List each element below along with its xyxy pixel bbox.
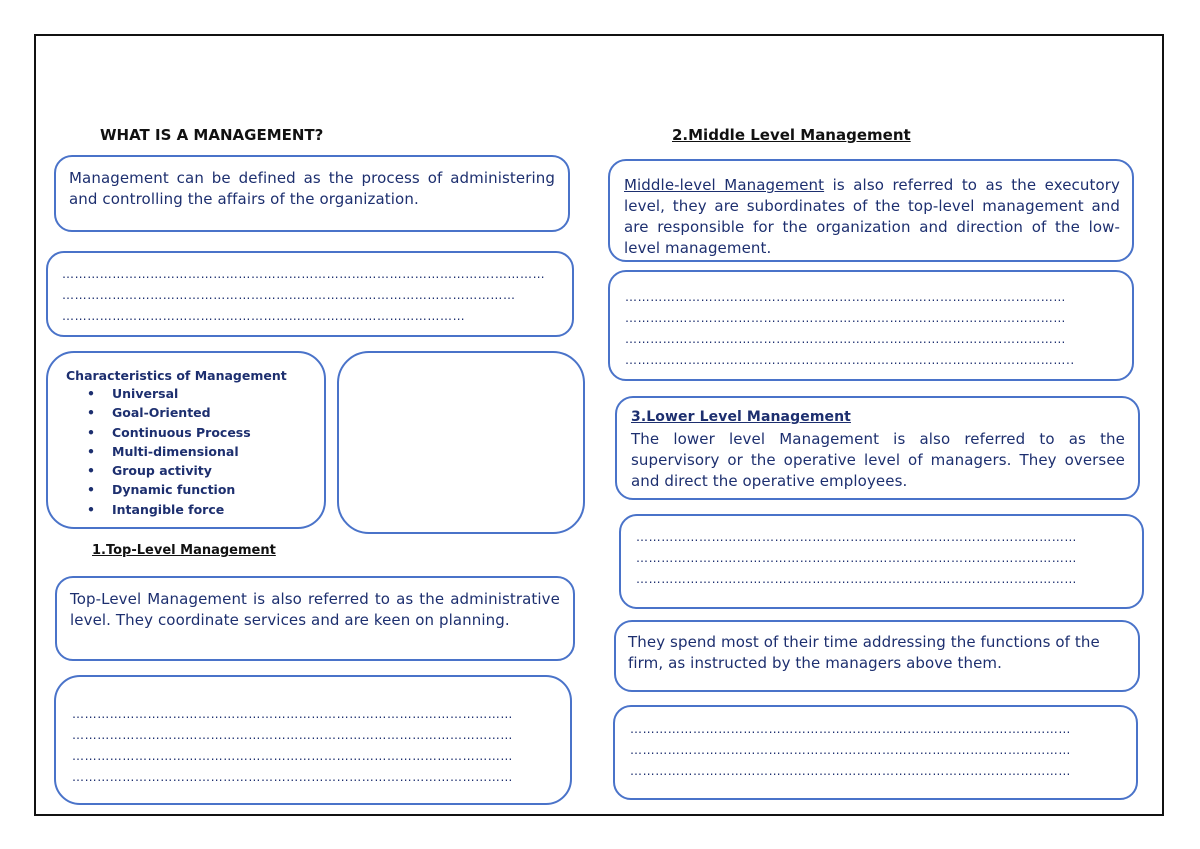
lower-level-text: The lower level Management is also referred to as the supervisory or the operative level of managers. They oversee and direct the operative employees. [631, 430, 1125, 490]
lower-level-extra-text: They spend most of their time addressing the functions of the firm, as instructed by the managers above them. [628, 633, 1100, 672]
characteristics-title: Characteristics of Management [66, 368, 287, 383]
middle-level-term: Middle-level Management [624, 176, 825, 194]
top-level-description: is also referred to as the administrative level. They coordinate services and are keen on planning. [70, 590, 560, 629]
answer-line: ………………………………………………………………………………………….………… [62, 267, 546, 281]
characteristic-item: • Dynamic function [112, 480, 322, 499]
middle-level-heading: 2.Middle Level Management [672, 126, 911, 144]
characteristic-item: • Multi-dimensional [112, 442, 322, 461]
answer-line: …………………………………………………………………………………………….. [625, 353, 1075, 367]
answer-line: …………………………………………………………………………………………… [72, 749, 513, 763]
answer-line: …………………………………………………………………………………………… [636, 572, 1077, 586]
answer-line: …………………………………………………………………………………………… [636, 530, 1077, 544]
characteristics-content [66, 368, 322, 519]
answer-line: …………………………………………………………………………………………… [72, 770, 513, 784]
characteristic-item: • Intangible force [112, 500, 322, 519]
top-level-text [70, 589, 560, 631]
lower-level-answer-lines [636, 527, 1130, 590]
answer-line: ……………………………………………………………………………………………… [62, 288, 516, 302]
characteristics-list [66, 384, 322, 519]
answer-line: …………………………………………………………………………………………… [625, 332, 1066, 346]
answer-line: …………………………………………………………………………………………… [630, 722, 1071, 736]
top-level-term: Top-Level Management [70, 590, 248, 608]
answer-line: …………………………………………………………………………………………… [630, 743, 1071, 757]
middle-level-description: is also referred to as the executory level, they are subordinates of the top-level management and are responsible for the organization and direction of the low-level management. [624, 176, 1121, 257]
lower-level-extra-answer-lines [630, 719, 1124, 782]
lower-level-heading: 3.Lower Level Management [631, 409, 851, 425]
answer-line: …………………………………………………………………………………………… [625, 290, 1066, 304]
page-title: WHAT IS A MANAGEMENT? [100, 126, 324, 144]
definition-text: Management can be defined as the process of administering and controlling the affairs of the organization. [69, 169, 555, 208]
answer-line: …………………………………………………………………………………………… [72, 707, 513, 721]
characteristic-item: • Goal-Oriented [112, 403, 322, 422]
definition-answer-lines [62, 264, 562, 327]
answer-line: …………………………………………………………………………………………… [72, 728, 513, 742]
answer-line: …………………………………………………………………………………………… [630, 764, 1071, 778]
middle-level-text [624, 175, 1120, 259]
answer-line: …………………………………………………………………………………… [62, 309, 466, 323]
characteristic-item: • Continuous Process [112, 423, 322, 442]
characteristic-item: • Universal [112, 384, 322, 403]
top-level-answer-lines [72, 704, 558, 788]
characteristic-item: • Group activity [112, 461, 322, 480]
answer-line: …………………………………………………………………………………………… [636, 551, 1077, 565]
middle-level-answer-lines [625, 287, 1119, 371]
top-level-heading: 1.Top-Level Management [92, 543, 276, 558]
characteristics-answer-box[interactable] [337, 351, 585, 534]
answer-line: …………………………………………………………………………………………… [625, 311, 1066, 325]
